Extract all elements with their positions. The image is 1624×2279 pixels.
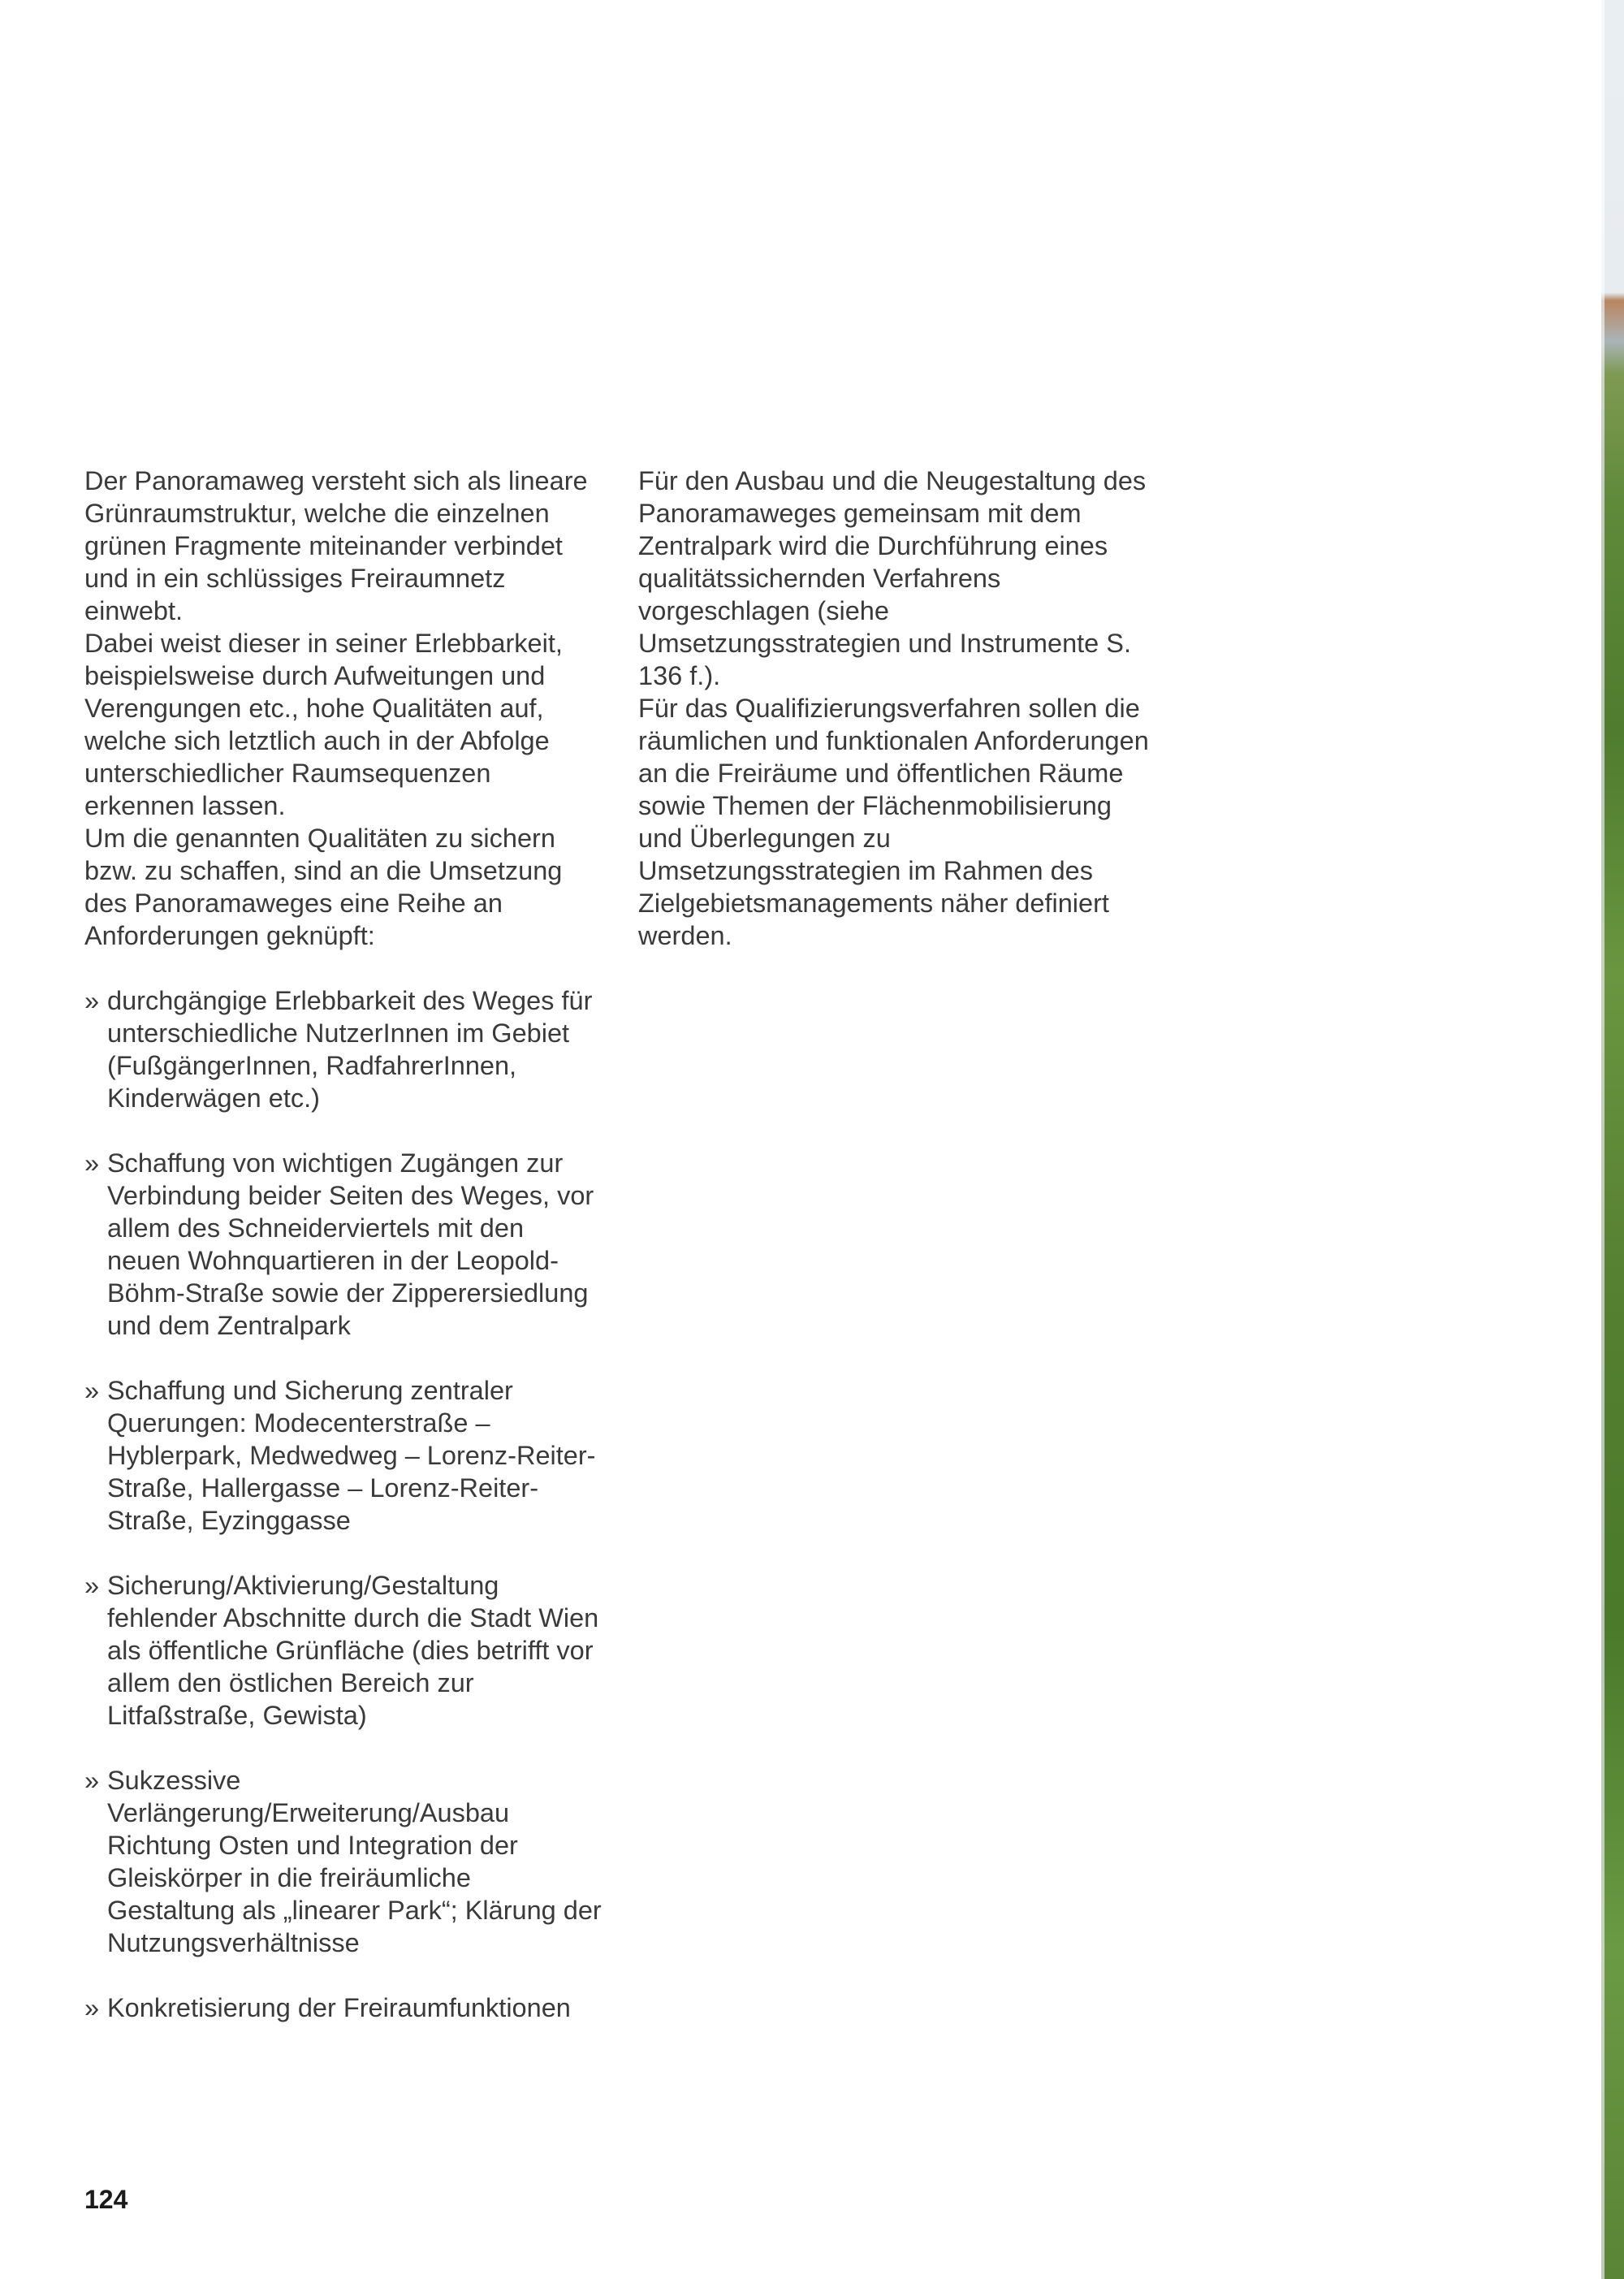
- list-item: » Sicherung/Aktivierung/Gestaltung fehlender Abschnitte durch die Stadt Wien als öffentliche Grünfläche (dies betrifft vor allem den östlichen Bereich zur Litfaßstraße, Gewista): [84, 1569, 604, 1732]
- list-item: » Konkretisierung der Freiraumfunktionen: [84, 1991, 604, 2024]
- list-item: » durchgängige Erlebbarkeit des Weges für unterschiedliche NutzerInnen im Gebiet (FußgängerInnen, RadfahrerInnen, Kinderwägen etc.): [84, 984, 604, 1114]
- paragraph: Um die genannten Qualitäten zu sichern bzw. zu schaffen, sind an die Umsetzung des Panoramaweges eine Reihe an Anforderungen geknüpft:: [84, 824, 563, 950]
- list-item: » Sukzessive Verlängerung/Erweiterung/Ausbau Richtung Osten und Integration der Gleiskörper in die freiräumliche Gestaltung als „linearer Park“; Klärung der Nutzungsverhältnisse: [84, 1764, 604, 1959]
- green-corridor-photo-edge: [1601, 0, 1624, 2279]
- paragraph: Dabei weist dieser in seiner Erlebbarkeit, beispielsweise durch Aufweitungen und Verengungen etc., hohe Qualitäten auf, welche sich letztlich auch in der Abfolge unterschiedlicher Raumsequenzen erkennen lassen.: [84, 629, 563, 820]
- requirements-list: [84, 984, 604, 2024]
- list-item: » Schaffung von wichtigen Zugängen zur Verbindung beider Seiten des Weges, vor allem des Schneiderviertels mit den neuen Wohnquartieren in der Leopold-Böhm-Straße sowie der Zipperersiedlung und dem Zentralpark: [84, 1147, 604, 1342]
- left-column: [84, 465, 604, 2056]
- paragraph: Der Panoramaweg versteht sich als lineare Grünraumstruktur, welche die einzelnen grünen Fragmente miteinander verbindet und in ein schlüssiges Freiraumnetz einwebt.: [84, 466, 588, 625]
- right-column: [638, 465, 1158, 952]
- list-item: » Schaffung und Sicherung zentraler Querungen: Modecenterstraße – Hyblerpark, Medwedweg – Lorenz-Reiter-Straße, Hallergasse – Lorenz-Reiter-Straße, Eyzinggasse: [84, 1374, 604, 1537]
- page-number: 124: [84, 2185, 128, 2214]
- paragraph: Für das Qualifizierungsverfahren sollen die räumlichen und funktionalen Anforderungen an die Freiräume und öffentlichen Räume sowie Themen der Flächenmobilisierung und Überlegungen zu Umsetzungsstrategien im Rahmen des Zielgebietsmanagements näher definiert werden.: [638, 694, 1149, 950]
- paragraph: Für den Ausbau und die Neugestaltung des Panoramaweges gemeinsam mit dem Zentralpark wird die Durchführung eines qualitätssichernden Verfahrens vorgeschlagen (siehe Umsetzungsstrategien und Instrumente S. 136 f.).: [638, 466, 1147, 690]
